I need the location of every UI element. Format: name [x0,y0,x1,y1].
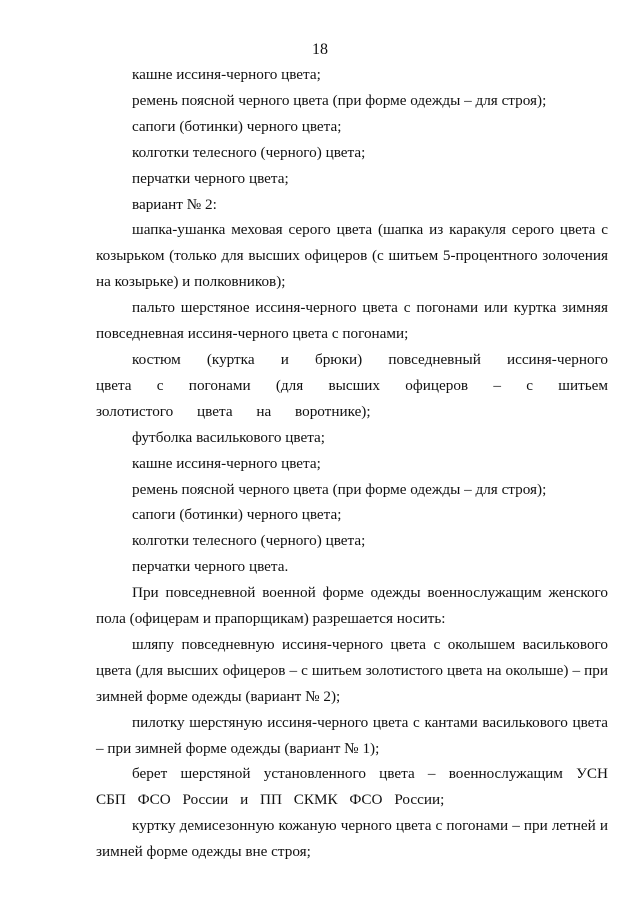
paragraph: сапоги (ботинки) черного цвета; [132,117,342,135]
paragraph: При повседневной военной форме одежды военнослужащим женского пола (офицерам и прапорщикам) разрешается носить: [96,584,608,628]
paragraph: кашне иссиня-черного цвета; [132,66,321,83]
paragraph: шляпу повседневную иссиня-черного цвета с околышем василькового цвета (для высших офицеров – с шитьем золотистого цвета на околыше) – при зимней форме одежды (вариант № 2); [96,635,608,705]
paragraph: пилотку шерстяную иссиня-черного цвета с кантами василькового цвета – при зимней форме одежды (вариант № 1); [96,713,608,757]
paragraph: кашне иссиня-черного цвета; [132,454,321,472]
paragraph: вариант № 2: [132,195,217,213]
paragraph: колготки телесного (черного) цвета; [132,532,366,550]
paragraph: берет шерстяной установленного цвета – военнослужащим УСН СБП ФСО России и ПП СКМК ФСО России; [96,765,608,809]
paragraph: ремень поясной черного цвета (при форме одежды – для строя); [132,91,547,109]
paragraph: ремень поясной черного цвета (при форме одежды – для строя); [132,480,547,498]
paragraph: шапка-ушанка меховая серого цвета (шапка из каракуля серого цвета с козырьком (только для высших офицеров (с шитьем 5-процентного золочения на козырьке) и полковников); [96,221,608,291]
paragraph: футболка василькового цвета; [132,428,326,446]
paragraph: костюм (куртка и брюки) повседневный иссиня-черного цвета с погонами (для высших офицеров – с шитьем золотистого цвета на воротнике); [96,350,608,420]
paragraph: сапоги (ботинки) черного цвета; [132,506,342,524]
paragraph: колготки телесного (черного) цвета; [132,143,366,161]
paragraph: пальто шерстяное иссиня-черного цвета с погонами или куртка зимняя повседневная иссиня-черного цвета с погонами; [96,299,608,343]
paragraph: перчатки черного цвета. [132,558,289,576]
paragraph: перчатки черного цвета; [132,169,289,187]
paragraph: куртку демисезонную кожаную черного цвета с погонами – при летней и зимней форме одежды вне строя; [96,817,608,861]
page-number: 18 [312,41,328,58]
document-body [96,62,608,865]
